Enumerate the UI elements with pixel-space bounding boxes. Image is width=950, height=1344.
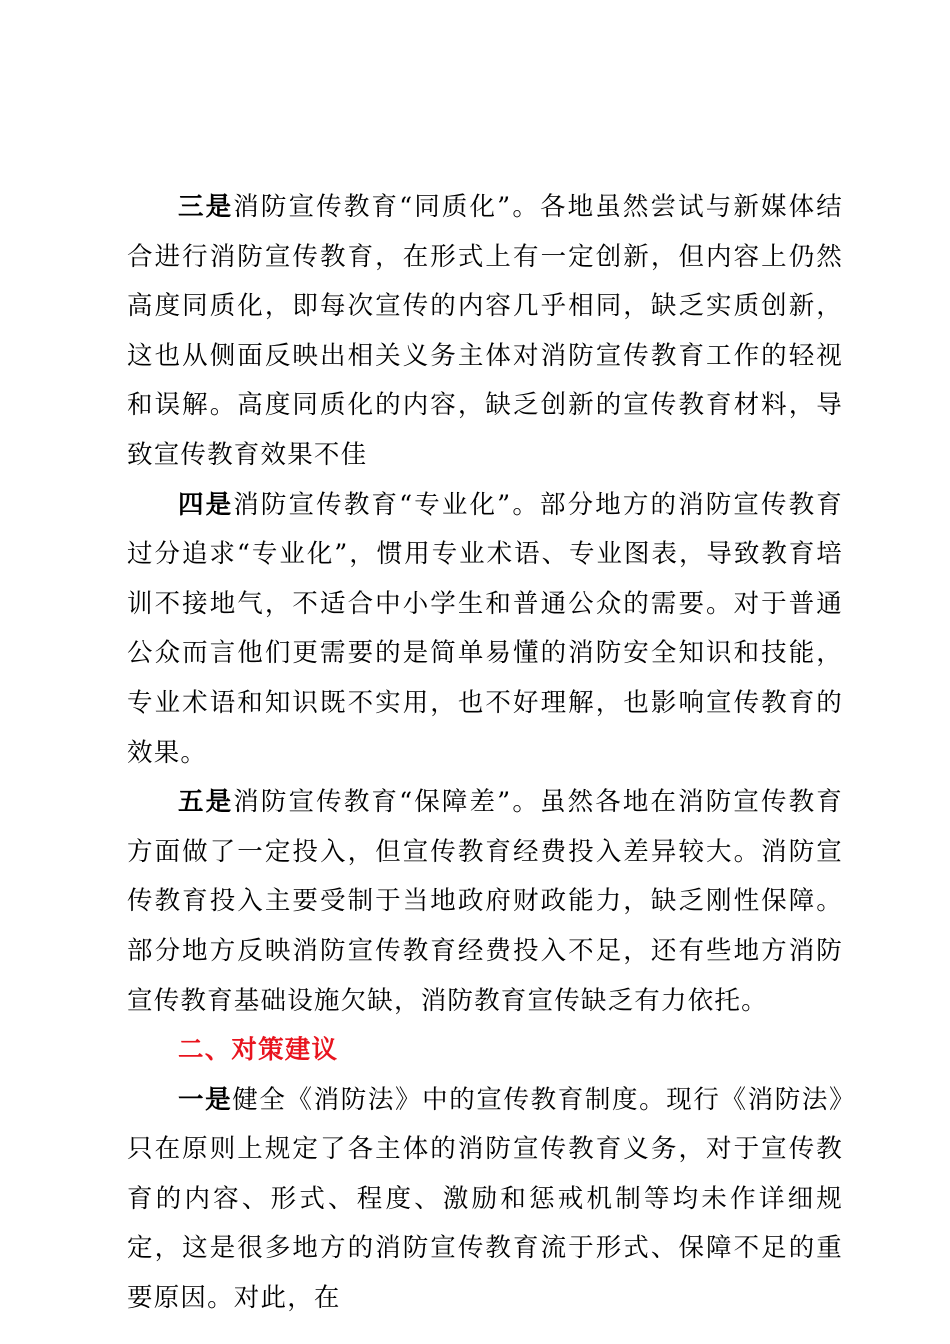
paragraph-one <box>127 1076 843 1324</box>
section-heading: 二、对策建议 <box>178 1035 339 1066</box>
paragraph-four-lead: 四是 <box>178 489 234 520</box>
paragraph-four <box>127 481 843 779</box>
paragraph-one-text: 健全《消防法》中的宣传教育制度。现行《消防法》只在原则上规定了各主体的消防宣传教育义务，对于宣传教育的内容、形式、程度、激励和惩戒机制等均未作详细规定，这是很多地方的消防宣传教育流于形式、保障不足的重要原因。对此，在 <box>127 1084 843 1314</box>
paragraph-four-text: 消防宣传教育“专业化”。部分地方的消防宣传教育过分追求“专业化”，惯用专业术语、专业图表，导致教育培训不接地气，不适合中小学生和普通公众的需要。对于普通公众而言他们更需要的是简单易懂的消防安全知识和技能，专业术语和知识既不实用，也不好理解，也影响宣传教育的效果。 <box>127 489 843 768</box>
paragraph-three-text: 消防宣传教育“同质化”。各地虽然尝试与新媒体结合进行消防宣传教育，在形式上有一定创新，但内容上仍然高度同质化，即每次宣传的内容几乎相同，缺乏实质创新，这也从侧面反映出相关义务主体对消防宣传教育工作的轻视和误解。高度同质化的内容，缺乏创新的宣传教育材料，导致宣传教育效果不佳 <box>127 192 843 470</box>
document-body <box>127 183 843 1324</box>
paragraph-three <box>127 183 843 481</box>
paragraph-one-lead: 一是 <box>178 1084 233 1115</box>
paragraph-five-text: 消防宣传教育“保障差”。虽然各地在消防宣传教育方面做了一定投入，但宣传教育经费投入差异较大。消防宣传教育投入主要受制于当地政府财政能力，缺乏刚性保障。部分地方反映消防宣传教育经费投入不足，还有些地方消防宣传教育基础设施欠缺，消防教育宣传缺乏有力依托。 <box>127 787 843 1016</box>
paragraph-five <box>127 778 843 1026</box>
paragraph-three-lead: 三是 <box>178 192 234 222</box>
paragraph-five-lead: 五是 <box>178 787 234 818</box>
